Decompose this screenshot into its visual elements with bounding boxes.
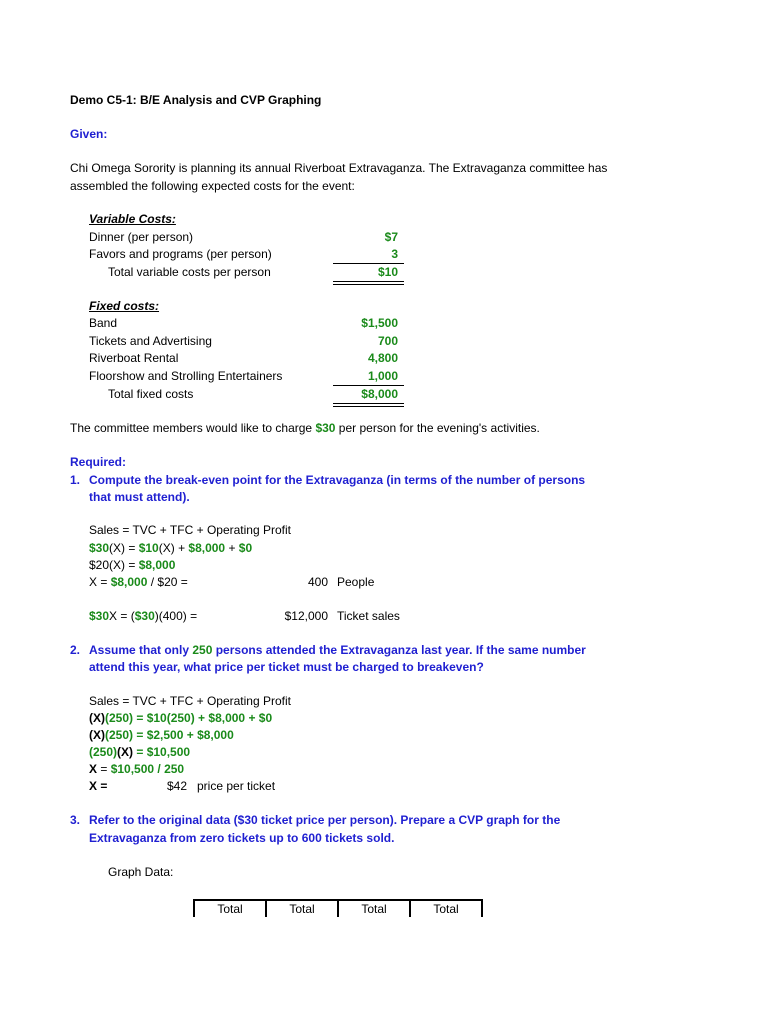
table-header-cell: Total xyxy=(194,900,266,917)
total-variable-costs-label: Total variable costs per person xyxy=(108,265,271,279)
equation-line xyxy=(89,745,190,759)
equation-line xyxy=(89,711,272,725)
fixed-cost-label: Tickets and Advertising xyxy=(89,334,212,348)
table-header-cell: Total xyxy=(410,900,482,917)
equation-term: $30 xyxy=(89,609,110,623)
equation-term: $8,000 xyxy=(188,541,226,555)
graph-data-label: Graph Data: xyxy=(108,865,174,879)
fixed-cost-value: 4,800 xyxy=(367,351,398,365)
required-heading: Required: xyxy=(70,455,127,469)
equation-line xyxy=(89,609,197,623)
equation-line xyxy=(89,728,234,742)
total-fixed-costs-value: $8,000 xyxy=(361,387,398,401)
fixed-cost-value: 700 xyxy=(377,334,398,348)
table-header-row xyxy=(194,900,482,917)
question-text: that must attend). xyxy=(89,490,190,504)
equation-term: X = ( xyxy=(109,609,135,623)
variable-cost-value: 3 xyxy=(391,247,398,261)
equation-line xyxy=(89,575,188,589)
equation-term: + xyxy=(225,541,239,555)
break-even-sales-label: Ticket sales xyxy=(337,609,400,623)
given-text-line-1: Chi Omega Sorority is planning its annual Riverboat Extravaganza. The Extravaganza committee has xyxy=(70,161,608,175)
question-text-part: 250 xyxy=(192,643,213,657)
ticket-price: $30 xyxy=(315,421,336,435)
question-text-part: persons attended the Extravaganza last year. If the same number xyxy=(212,643,586,657)
equation-term: $8,000 xyxy=(110,575,148,589)
variable-cost-label: Favors and programs (per person) xyxy=(89,247,272,261)
fixed-cost-value: 1,000 xyxy=(367,369,398,383)
question-text-part: Assume that only xyxy=(89,643,193,657)
question-number: 3. xyxy=(70,813,81,827)
equation-term: (X) xyxy=(89,728,105,742)
total-variable-costs-value: $10 xyxy=(377,265,398,279)
fixed-cost-label: Riverboat Rental xyxy=(89,351,179,365)
equation-term: / $20 = xyxy=(147,575,188,589)
question-text: Refer to the original data ($30 ticket price per person). Prepare a CVP graph for the xyxy=(89,813,561,827)
break-even-units-label: People xyxy=(337,575,375,589)
variable-costs-heading: Variable Costs: xyxy=(89,212,176,226)
question-number: 1. xyxy=(70,473,81,487)
table-header-cell: Total xyxy=(266,900,338,917)
equation-line xyxy=(89,541,252,555)
question-text: Extravaganza from zero tickets up to 600 tickets sold. xyxy=(89,831,395,845)
charge-text: per person for the evening's activities. xyxy=(335,421,540,435)
equation-term: $10 xyxy=(138,541,159,555)
question-number: 2. xyxy=(70,643,81,657)
question-text xyxy=(89,643,586,657)
fixed-cost-value: $1,500 xyxy=(361,316,398,330)
equation-term: $30 xyxy=(134,609,155,623)
equation-term: (X) xyxy=(89,711,105,725)
equation-line: Sales = TVC + TFC + Operating Profit xyxy=(89,694,291,708)
equation-term: X = xyxy=(89,575,111,589)
equation-term: $10,500 / 250 xyxy=(110,762,185,776)
charge-text: The committee members would like to charge xyxy=(70,421,316,435)
equation-term: $30 xyxy=(89,541,110,555)
variable-cost-value: $7 xyxy=(384,230,398,244)
question-text: attend this year, what price per ticket must be charged to breakeven? xyxy=(89,660,484,674)
given-heading: Given: xyxy=(70,127,108,141)
equation-term: $20(X) = xyxy=(89,558,139,572)
equation-line: Sales = TVC + TFC + Operating Profit xyxy=(89,523,291,537)
document-title: Demo C5-1: B/E Analysis and CVP Graphing xyxy=(70,93,322,107)
equation-term: (250) xyxy=(89,745,118,759)
equation-term: (250) = $2,500 + $8,000 xyxy=(105,728,234,742)
equation-term: (250) = $10(250) + $8,000 + $0 xyxy=(105,711,273,725)
equation-line xyxy=(89,558,175,572)
equation-term: $0 xyxy=(238,541,253,555)
price-per-ticket-value: $42 xyxy=(167,779,188,793)
given-text-line-2: assembled the following expected costs for the event: xyxy=(70,179,355,193)
equation-term: (X) xyxy=(117,745,134,759)
graph-data-table xyxy=(193,899,483,917)
equation-term: = xyxy=(97,762,111,776)
fixed-costs-heading: Fixed costs: xyxy=(89,299,160,313)
equation-term: = $10,500 xyxy=(133,745,191,759)
double-total-rule xyxy=(333,403,404,407)
equation-term: X xyxy=(89,762,98,776)
price-per-ticket-label: price per ticket xyxy=(197,779,276,793)
equation-line xyxy=(89,762,184,776)
equation-term: (X) = xyxy=(109,541,139,555)
equation-line: X = xyxy=(89,779,108,793)
charge-sentence xyxy=(70,421,540,435)
total-fixed-costs-label: Total fixed costs xyxy=(108,387,194,401)
equation-term: )(400) = xyxy=(154,609,198,623)
fixed-cost-label: Floorshow and Strolling Entertainers xyxy=(89,369,283,383)
variable-cost-label: Dinner (per person) xyxy=(89,230,194,244)
subtotal-rule xyxy=(333,385,404,386)
break-even-units-value: 400 xyxy=(307,575,328,589)
fixed-cost-label: Band xyxy=(89,316,118,330)
equation-term: $8,000 xyxy=(138,558,176,572)
double-total-rule xyxy=(333,281,404,285)
break-even-sales-value: $12,000 xyxy=(284,609,328,623)
question-text: Compute the break-even point for the Extravaganza (in terms of the number of persons xyxy=(89,473,586,487)
table-header-cell: Total xyxy=(338,900,410,917)
subtotal-rule xyxy=(333,263,404,264)
equation-term: (X) + xyxy=(158,541,189,555)
